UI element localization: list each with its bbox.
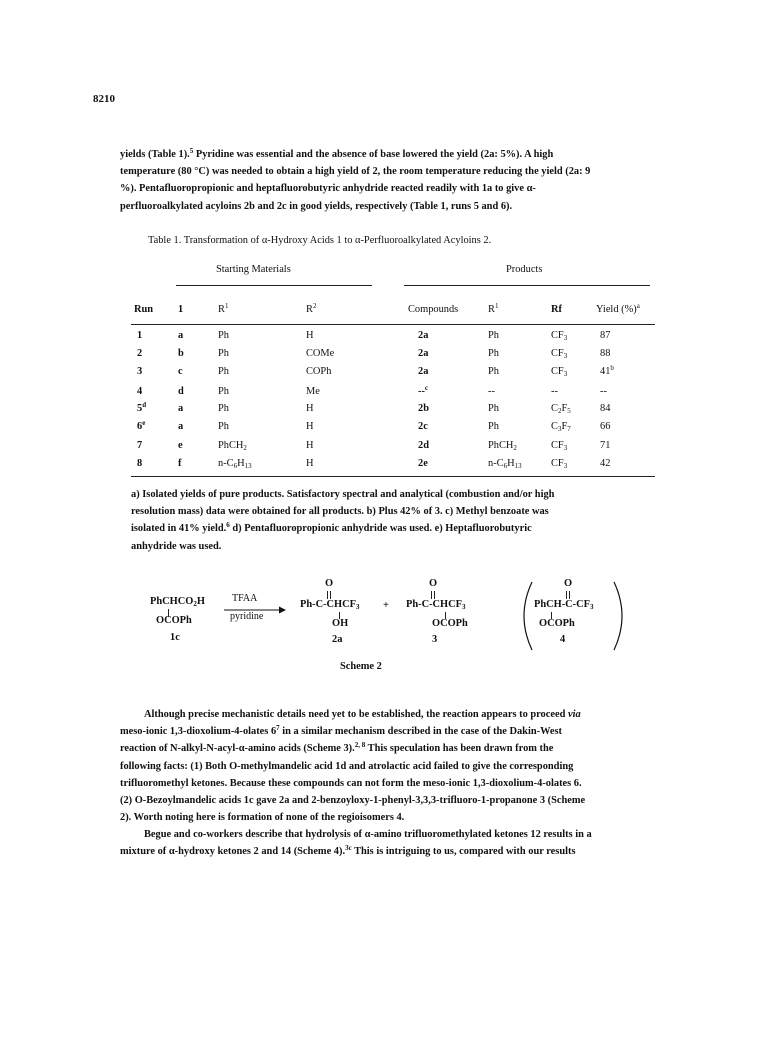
cell-run: 1 — [137, 330, 143, 341]
cell-cmp: 2b — [418, 403, 429, 414]
header-rule — [131, 324, 655, 325]
reactant-substituent: OCOPh — [156, 615, 192, 626]
product-4-formula: PhCH-$C-CF_3$ — [534, 599, 594, 611]
cell-acid: a — [178, 421, 184, 432]
cell-r2: H — [306, 403, 314, 414]
footnote-line-1: a) Isolated yields of pure products. Satisfactory spectral and analytical (combustion and/or high — [131, 489, 555, 500]
header-yield: Yield (%)$^a$ — [596, 302, 640, 315]
product-2a-label: 2a — [332, 634, 343, 645]
cell-r2: COPh — [306, 366, 332, 377]
cell-cmp: 2d — [418, 440, 429, 451]
mech-line-5: trifluoromethyl ketones. Because these compounds can not form the meso-ionic 1,3-dioxolium-4-olates 6. — [120, 777, 582, 789]
cell-r1: Ph — [218, 348, 229, 359]
cell-rf: -- — [551, 386, 558, 397]
cell-cmp: 2a — [418, 348, 429, 359]
header-r2: $R^2$ — [306, 302, 317, 315]
mech-line-3: reaction of N-alkyl-N-acyl-α-amino acids (Scheme 3).$^{2, 8}$ This speculation has been drawn from the — [120, 741, 554, 755]
scheme-caption: Scheme 2 — [340, 661, 382, 672]
cell-pr1: Ph — [488, 366, 499, 377]
cell-r1: Ph — [218, 366, 229, 377]
cell-acid: a — [178, 330, 184, 341]
group-rule-starting — [176, 285, 372, 286]
intro-line-1: yields (Table 1).$^5$ Pyridine was essential and the absence of base lowered the yield (2a: 5%). A high — [120, 147, 554, 160]
cell-r1: Ph — [218, 330, 229, 341]
product-3-carbonyl-bond-a — [431, 591, 432, 599]
mech-line-2: meso-ionic 1,3-dioxolium-4-olates $6^7$ in a similar mechanism described in the case of the Dakin-West — [120, 724, 563, 738]
solvent-label: pyridine — [230, 611, 264, 622]
header-rf: Rf — [551, 304, 562, 315]
left-parenthesis-icon — [518, 580, 534, 652]
cell-r2: H — [306, 330, 314, 341]
product-2a-oxygen: O — [325, 578, 334, 589]
cell-cmp: --$^c$ — [418, 384, 429, 397]
table-footnotes — [131, 486, 651, 555]
plus-sign: + — [383, 600, 389, 611]
intro-line-4: perfluoroalkylated acyloins 2b and 2c in good yields, respectively (Table 1, runs 5 and 6). — [120, 200, 513, 212]
group-rule-products — [404, 285, 650, 286]
cell-rf: $CF_3$ — [551, 366, 568, 378]
cell-pr1: Ph — [488, 348, 499, 359]
intro-line-2: temperature (80 °C) was needed to obtain a high yield of 2, the room temperature reducing the yield (2a: 9 — [120, 166, 591, 178]
reactant-label: 1c — [170, 632, 180, 643]
cell-pr1: PhCH$_2$ — [488, 440, 517, 452]
cell-run: 8 — [137, 458, 143, 469]
cell-rf: $C_3F_7$ — [551, 421, 571, 433]
cell-r1: Ph — [218, 403, 229, 414]
product-4-carbonyl-bond-b — [569, 591, 570, 599]
cell-rf: $C_2F_5$ — [551, 403, 571, 415]
cell-cmp: 2a — [418, 366, 429, 377]
reagent-label: TFAA — [232, 593, 258, 604]
cell-acid: f — [178, 458, 182, 469]
product-3-formula: $Ph-C-CHCF_3$ — [406, 599, 466, 611]
table-caption: Table 1. Transformation of α-Hydroxy Acids 1 to α-Perfluoroalkylated Acyloins 2. — [148, 235, 492, 246]
product-2a-formula: $Ph-C-CHCF_3$ — [300, 599, 360, 611]
cell-r1: $n-C_6H_{13}$ — [218, 458, 252, 470]
product-2a-carbonyl-bond-b — [330, 591, 331, 599]
footnote-line-4: anhydride was used. — [131, 540, 222, 552]
cell-rf: $CF_3$ — [551, 458, 568, 470]
scheme-2 — [150, 580, 650, 690]
cell-yield: 88 — [600, 348, 611, 359]
cell-acid: a — [178, 403, 184, 414]
cell-yield: 87 — [600, 330, 611, 341]
cell-yield: 71 — [600, 440, 611, 451]
footnote-line-2: resolution mass) data were obtained for all products. b) Plus 42% of 3. c) Methyl benzoate was — [131, 506, 549, 518]
intro-paragraph — [120, 146, 655, 215]
cell-pr1: $n-C_6H_{13}$ — [488, 458, 522, 470]
begue-line-2: mixture of α-hydroxy ketones 2 and 14 (Scheme 4).$^{3c}$ This is intriguing to us, compared with our results — [120, 844, 576, 858]
cell-rf: $CF_3$ — [551, 348, 568, 360]
intro-line-3: %). Pentafluoropropionic and heptafluorobutyric anhydride reacted readily with 1a to give α- — [120, 183, 536, 195]
cell-r2: H — [306, 458, 314, 469]
mech-line-4: following facts: (1) Both O-methylmandelic acid 1d and atrolactic acid failed to give the corresponding — [120, 760, 574, 772]
cell-cmp: 2e — [418, 458, 428, 469]
header-compounds: Compounds — [408, 304, 459, 315]
cell-r2: H — [306, 440, 314, 451]
cell-pr1: Ph — [488, 403, 499, 414]
cell-r2: COMe — [306, 348, 335, 359]
cell-cmp: 2a — [418, 330, 429, 341]
header-product-r1: $R^1$ — [488, 302, 499, 315]
footnote-line-3: isolated in 41% yield.$^6$ d) Pentafluoropropionic anhydride was used. e) Heptafluorobutyric — [131, 521, 532, 535]
product-3-substituent: OCOPh — [432, 618, 468, 629]
cell-acid: e — [178, 440, 183, 451]
begue-line-1: Begue and co-workers describe that hydrolysis of α-amino trifluoromethylated ketones 12 results in a — [144, 829, 592, 840]
reactant-formula: PhCHCO$_2$H — [150, 596, 205, 608]
cell-run: 3 — [137, 366, 143, 377]
cell-cmp: 2c — [418, 421, 428, 432]
table-bottom-rule — [131, 476, 655, 477]
product-3-label: 3 — [432, 634, 438, 645]
cell-r2: Me — [306, 386, 320, 397]
product-4-label: 4 — [560, 634, 566, 645]
cell-acid: b — [178, 348, 184, 359]
cell-acid: d — [178, 386, 184, 397]
page-number: 8210 — [93, 93, 115, 105]
product-4-carbonyl-bond-a — [566, 591, 567, 599]
product-4-oxygen: O — [564, 578, 573, 589]
cell-yield: 41$^b$ — [600, 364, 614, 377]
header-acid: 1 — [178, 304, 184, 315]
mechanism-paragraph — [120, 706, 655, 826]
header-r1: $R^1$ — [218, 302, 229, 315]
cell-pr1: -- — [488, 386, 495, 397]
cell-yield: 66 — [600, 421, 611, 432]
product-2a-carbonyl-bond-a — [327, 591, 328, 599]
cell-run: 7 — [137, 440, 143, 451]
cell-r1: Ph — [218, 386, 229, 397]
cell-rf: $CF_3$ — [551, 440, 568, 452]
header-run: Run — [134, 304, 154, 315]
begue-paragraph — [120, 826, 655, 860]
product-3-oxygen: O — [429, 578, 438, 589]
cell-yield: 84 — [600, 403, 611, 414]
mech-line-6: (2) O-Bezoylmandelic acids 1c gave 2a and 2-benzoyloxy-1-phenyl-3,3,3-trifluoro-1-propanone 3 (Scheme — [120, 795, 586, 807]
cell-pr1: Ph — [488, 330, 499, 341]
cell-run: 5$^d$ — [137, 401, 147, 414]
right-parenthesis-icon — [612, 580, 628, 652]
product-2a-substituent: OH — [332, 618, 349, 629]
cell-run: 2 — [137, 348, 143, 359]
product-3-carbonyl-bond-b — [434, 591, 435, 599]
cell-r1: Ph — [218, 421, 229, 432]
cell-pr1: Ph — [488, 421, 499, 432]
cell-acid: c — [178, 366, 183, 377]
product-4-substituent: OCOPh — [539, 618, 575, 629]
cell-run: 4 — [137, 386, 143, 397]
table-group-products: Products — [506, 264, 543, 275]
cell-yield: 42 — [600, 458, 611, 469]
cell-yield: -- — [600, 386, 607, 397]
mech-line-1: Although precise mechanistic details need yet to be established, the reaction appears to proceed via — [144, 709, 581, 720]
cell-rf: $CF_3$ — [551, 330, 568, 342]
cell-run: 6e — [137, 419, 146, 432]
table-group-starting: Starting Materials — [216, 264, 291, 275]
mech-line-7: 2). Worth noting here is formation of none of the regioisomers 4. — [120, 812, 405, 824]
cell-r2: H — [306, 421, 314, 432]
cell-r1: PhCH$_2$ — [218, 440, 247, 452]
